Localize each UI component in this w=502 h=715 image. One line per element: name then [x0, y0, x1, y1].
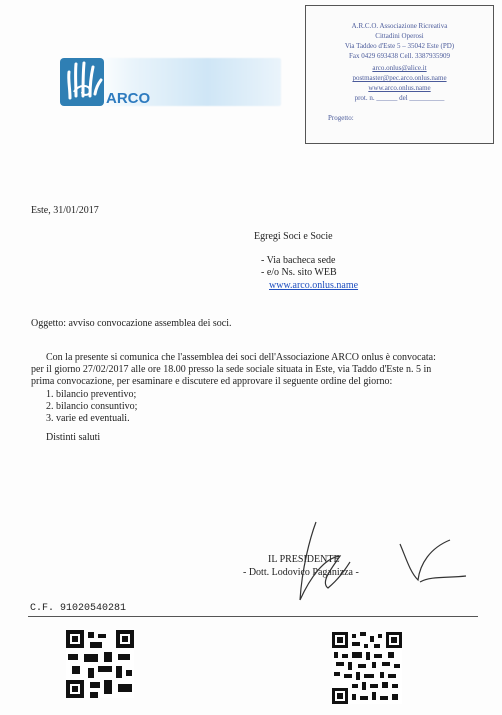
paragraph-line-3: prima convocazione, per esaminare e discutere ed approvare il seguente ordine del giorno:: [31, 376, 393, 387]
letter-subject: Oggetto: avviso convocazione assemblea dei soci.: [31, 318, 232, 329]
closing-salutation: Distinti saluti: [46, 432, 101, 443]
address-line-1: - Via bacheca sede: [261, 255, 336, 266]
signature-name: - Dott. Lodovico Paganizza -: [243, 567, 359, 578]
agenda-item: 3. varie ed eventuali.: [46, 413, 130, 424]
stamp-website[interactable]: www.arco.onlus.name: [368, 84, 431, 92]
letter-recipient: Egregi Soci e Socie: [254, 231, 333, 242]
arco-logo: [60, 58, 170, 108]
agenda-item: 2. bilancio consuntivo;: [46, 401, 138, 412]
stamp-email[interactable]: arco.onlus@alice.it: [372, 64, 427, 72]
logo-text: ARCO: [106, 90, 151, 107]
signature-title: IL PRESIDENTE: [268, 554, 340, 565]
footer-divider: [28, 616, 478, 617]
stamp-line: Cittadini Operosi: [375, 32, 424, 40]
qr-code-right[interactable]: [332, 632, 402, 704]
letter-date: Este, 31/01/2017: [31, 205, 99, 216]
stamp-line: Via Taddeo d'Este 5 – 35042 Este (PD): [344, 42, 455, 50]
stamp-pec-email[interactable]: postmaster@pec.arco.onlus.name: [352, 74, 447, 82]
stamp-progetto: Progetto:: [328, 114, 354, 122]
stamp-protocol: prot. n. ______ del __________: [354, 94, 445, 102]
paragraph-line-2: per il giorno 27/02/2017 alle ore 18.00 presso la sede sociale situata in Este, via Taddo d'Este n. 5 in: [31, 364, 432, 375]
association-stamp: [305, 5, 494, 144]
qr-code-left[interactable]: [66, 630, 134, 698]
handwritten-signature: [280, 518, 470, 608]
agenda-item: 1. bilancio preventivo;: [46, 389, 137, 400]
stamp-line: A.R.C.O. Associazione Ricreativa: [351, 22, 448, 30]
fiscal-code: C.F. 91020540281: [30, 603, 127, 614]
hand-logo-icon: [60, 58, 104, 106]
stamp-line: Fax 0429 693438 Cell. 3387935909: [349, 52, 450, 60]
paragraph-line-1: Con la presente si comunica che l'assemblea dei soci dell'Associazione ARCO onlus è convocata:: [46, 352, 436, 363]
website-link[interactable]: www.arco.onlus.name: [269, 280, 359, 291]
address-line-2: - e/o Ns. sito WEB: [261, 267, 337, 278]
